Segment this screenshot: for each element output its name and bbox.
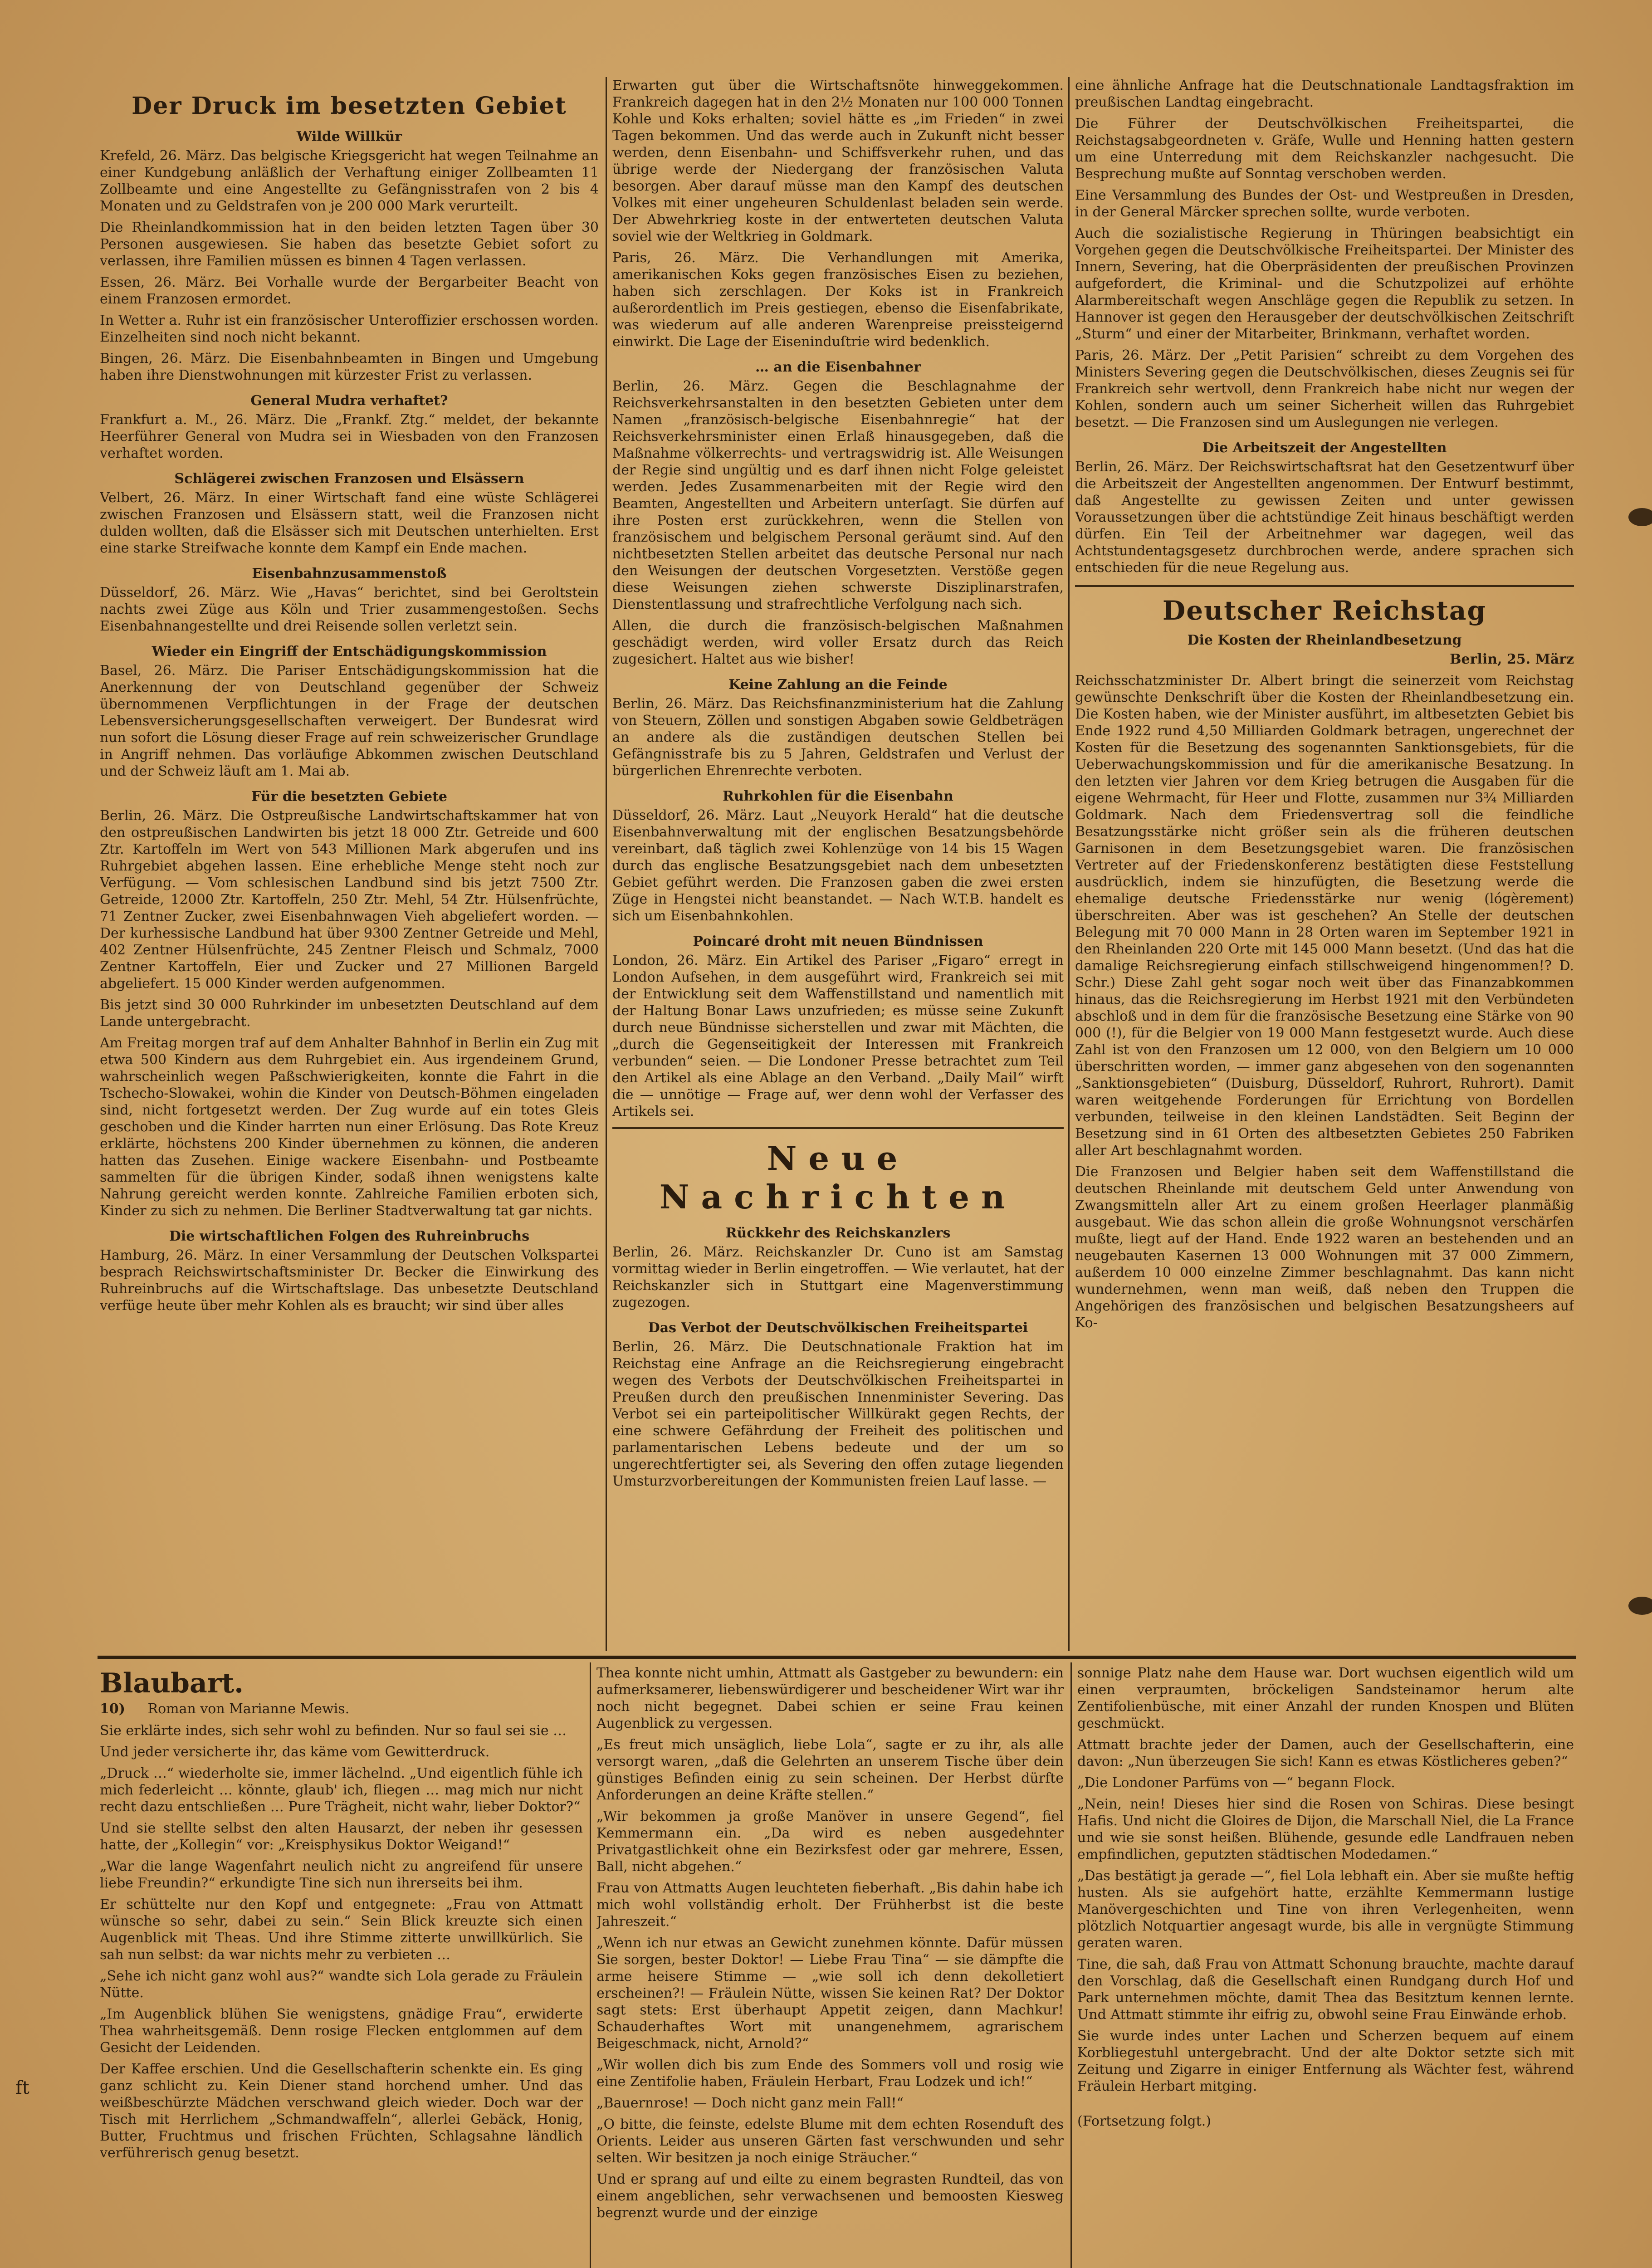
novel-paragraph: „Das bestätigt ja gerade —“, fiel Lola lebhaft ein. Aber sie mußte heftig husten. Als sie aufgehört hatte, erzählte Kemmermann lustige Manövergeschichten und Tine von ihren Verlegenheiten, wenn plötzlich Notquartier angesagt wurde, bis alle in vergnügte Stimmung geraten waren. xyxy=(1077,1868,1574,1951)
article-heading: Ruhrkohlen für die Eisenbahn xyxy=(723,788,953,804)
column-2 xyxy=(612,77,1064,1649)
novel-paragraph: „Es freut mich unsäglich, liebe Lola“, sagte er zu ihr, als alle versorgt waren, „daß die Gelehrten an unserem Tische über dein günstiges Befinden einig zu sein scheinen. Der Herbst dürfte Anforderungen an deine Kräfte stellen.“ xyxy=(596,1737,1064,1803)
column-rule-1 xyxy=(606,77,607,1651)
novel-paragraph: Sie wurde indes unter Lachen und Scherzen bequem auf einem Korbliegestuhl untergebracht. Und der alte Doktor setzte sich mit Zeitung und Zigarre in einiger Entfernung als Wächter fest, während Fräulein Herbart mitging. xyxy=(1077,2028,1574,2094)
novel-paragraph: „Die Londoner Parfüms von —“ begann Flock. xyxy=(1077,1775,1395,1791)
feuilleton-text-a xyxy=(100,1722,583,2161)
novel-paragraph: Frau von Attmatts Augen leuchteten fieberhaft. „Bis dahin habe ich mich wohl vollständig erholt. Der Frühherbst ist die beste Jahreszeit.“ xyxy=(596,1880,1064,1930)
novel-paragraph: Und sie stellte selbst den alten Hausarzt, der neben ihr gesessen hatte, der „Kollegin“ vor: „Kreisphysikus Doktor Weigand!“ xyxy=(100,1820,583,1853)
article-heading: Für die besetzten Gebiete xyxy=(251,789,447,805)
binding-hole-bottom xyxy=(1628,1597,1652,1615)
article-paragraph: Bingen, 26. März. Die Eisenbahnbeamten in Bingen und Umgebung haben ihre Dienstwohnungen mit kürzester Frist zu verlassen. xyxy=(100,351,599,383)
reichstag-dateline: Berlin, 25. März xyxy=(1450,651,1574,667)
article-heading: Die wirtschaftlichen Folgen des Ruhreinbruchs xyxy=(169,1228,530,1244)
col2-articles xyxy=(612,249,1064,1120)
section-title: Der Druck im besetzten Gebiet xyxy=(132,92,567,120)
article-heading: General Mudra verhaftet? xyxy=(250,393,448,409)
col3-lead xyxy=(1075,77,1574,431)
reichstag-subtitle: Die Kosten der Rheinlandbesetzung xyxy=(1187,632,1462,648)
article-paragraph: eine ähnliche Anfrage hat die Deutschnationale Landtagsfraktion im preußischen Landtag eingebracht. xyxy=(1075,78,1574,110)
feuilleton-column-c xyxy=(1077,1665,1574,2268)
feuilleton-subtitle: Roman von Marianne Mewis. xyxy=(147,1701,350,1717)
feuilleton-title: Blaubart. xyxy=(100,1667,244,1699)
feuilleton-rule-2 xyxy=(1070,1662,1072,2268)
article-paragraph: Düsseldorf, 26. März. Wie „Havas“ berichtet, sind bei Geroltstein nachts zwei Züge aus Köln und Trier zusammengestoßen. Sechs Eisenbahnangestellte und drei Reisende sollen verletzt sein. xyxy=(100,585,599,634)
reichstag-title: Deutscher Reichstag xyxy=(1162,595,1487,626)
article-paragraph: Am Freitag morgen traf auf dem Anhalter Bahnhof in Berlin ein Zug mit etwa 500 Kindern aus dem Ruhrgebiet ein. Aus irgendeinem Grund, wahrscheinlich wegen Paßschwierigkeiten, konnte die Fahrt in die Tschecho-Slowakei, wohin die Kinder von Deutsch-Böhmen eingeladen sind, nicht fortgesetzt werden. Der Zug wurde auf ein totes Gleis geschoben und die Kinder harrten nun einer Erlösung. Das Rote Kreuz erklärte, höchstens 200 Kinder übernehmen zu können, die anderen hatten das Zusehen. Einige wackere Eisenbahn- und Postbeamte sammelten für die übrigen Kinder, sodaß ihnen wenigstens kalte Nahrung gereicht werden konnte. Zahlreiche Familien erboten sich, Kinder zu sich zu nehmen. Die Berliner Stadtverwaltung tat gar nichts. xyxy=(100,1035,599,1219)
article-paragraph: Auch die sozialistische Regierung in Thüringen beabsichtigt ein Vorgehen gegen die Deutschvölkische Freiheitspartei. Der Minister des Innern, Severing, hat die Oberpräsidenten der preußischen Provinzen aufgefordert, die Kriminal- und die Schutzpolizei auf erhöhte Alarmbereitschaft wegen Anschläge gegen die Republik zu setzen. In Hannover ist gegen den Herausgeber der deutschvölkischen Zeitschrift „Sturm“ und einer der Mitarbeiter, Brinkmann, verhaftet worden. xyxy=(1075,225,1574,342)
col1-articles xyxy=(100,129,599,1314)
article-paragraph: Berlin, 26. März. Das Reichsfinanzministerium hat die Zahlung von Steuern, Zöllen und sonstigen Abgaben sowie Geldbeträgen an andere als die zuständigen deutschen Stellen bei Gefängnisstrafe bis zu 5 Jahren, Geldstrafen und Verlust der bürgerlichen Ehrenrechte verboten. xyxy=(612,696,1064,779)
article-paragraph: Krefeld, 26. März. Das belgische Kriegsgericht hat wegen Teilnahme an einer Kundgebung anläßlich der Verhaftung einiger Zollbeamten 11 Zollbeamte und eine Angestellte zu Gefängnisstrafen von 2 bis 4 Monaten und zu Geldstrafen von je 200 000 Mark verurteilt. xyxy=(100,148,599,214)
col2-neue-articles xyxy=(612,1225,1064,1490)
article-paragraph: Essen, 26. März. Bei Vorhalle wurde der Bergarbeiter Beacht von einem Franzosen ermordet. xyxy=(100,274,599,307)
article-paragraph: Velbert, 26. März. In einer Wirtschaft fand eine wüste Schlägerei zwischen Franzosen und Elsässern statt, weil die Franzosen nicht dulden wollten, daß die Elsässer sich mit Deutschen unterhielten. Erst eine starke Streifwache konnte dem Kampf ein Ende machen. xyxy=(100,490,599,556)
article-paragraph: Düsseldorf, 26. März. Laut „Neuyork Herald“ hat die deutsche Eisenbahnverwaltung mit der englischen Besatzungsbehörde vereinbart, daß täglich zwei Kohlenzüge von 14 bis 15 Wagen durch das englische Besatzungsgebiet nach dem unbesetzten Gebiet geführt werden. Die Franzosen gaben die zwei ersten Züge in Hengstei nicht beanstandet. — Nach W.T.B. handelt es sich um Eisenbahnkohlen. xyxy=(612,807,1064,924)
article-paragraph: Paris, 26. März. Der „Petit Parisien“ schreibt zu dem Vorgehen des Ministers Severing gegen die Deutschvölkischen, dieses Zeugnis sei für Frankreich sehr wertvoll, denn Frankreich habe nicht nur wegen der Kohlen, sondern auch um seiner Sicherheit willen das Ruhrgebiet besetzt. — Die Franzosen sind um Auslegungen nie verlegen. xyxy=(1075,347,1574,430)
col3-arbeitszeit xyxy=(1075,459,1574,576)
feuilleton-text-c xyxy=(1077,1665,1574,2095)
column-rule-2 xyxy=(1068,77,1070,1651)
neue-nachrichten-title: Neue Nachrichten xyxy=(659,1139,1017,1216)
article-paragraph: Berlin, 26. März. Gegen die Beschlagnahme der Reichsverkehrsanstalten in den besetzten Gebieten unter dem Namen „französisch-belgische Eisenbahnregie“ hat der Reichsverkehrsminister einen Erlaß hinausgegeben, daß die Maßnahme völkerrechts- und vertragswidrig ist. Alle Weisungen der Regie sind ungültig und es darf ihnen nicht Folge geleistet werden. Jedes Zusammenarbeiten mit der Regie wird den Beamten, Angestellten und Arbeitern unterſagt. Sie dürfen auf ihre Posten erst zurückkehren, wenn die Stellen von französischem und belgischem Personal geräumt sind. Auf den nichtbesetzten Stellen arbeitet das deutsche Personal nur nach den Weisungen der deutschen Vorgesetzten. Verstöße gegen diese Weisungen ziehen schwerste Disziplinarstrafen, Dienstentlassung und strafrechtliche Verfolgung nach sich. xyxy=(612,378,1064,612)
feuilleton-column-b xyxy=(596,1665,1064,2268)
article-paragraph: London, 26. März. Ein Artikel des Pariser „Figaro“ erregt in London Aufsehen, in dem ausgeführt wird, Frankreich sei mit der Entwicklung seit dem Waffenstillstand und namentlich mit der Haltung Bonar Laws unzufrieden; es müsse seine Zukunft durch neue Bündnisse sicherstellen und zwar mit Mächten, die „durch die Gegenseitigkeit der Interessen mit Frankreich verbunden“ seien. — Die Londoner Presse betrachtet zum Teil den Artikel als eine Ablage an den Verband. „Daily Mail“ wirft die — unnötige — Frage auf, wer denn wohl der Verfasser des Artikels sei. xyxy=(612,953,1064,1119)
feuilleton-text-b xyxy=(596,1665,1064,2221)
novel-paragraph: Und er sprang auf und eilte zu einem begrasten Rundteil, das von einem angeblichen, sehr verwachsenen und bemoosten Kiesweg begrenzt wurde und der einzige xyxy=(596,2171,1064,2221)
article-heading: Schlägerei zwischen Franzosen und Elsässern xyxy=(174,471,524,487)
article-heading: Eisenbahnzusammenstoß xyxy=(252,566,447,582)
novel-paragraph: „Bauernrose! — Doch nicht ganz mein Fall!“ xyxy=(596,2095,904,2111)
article-paragraph: Frankfurt a. M., 26. März. Die „Frankf. Ztg.“ meldet, der bekannte Heerführer General von Mudra sei in Wiesbaden von den Franzosen verhaftet worden. xyxy=(100,412,599,461)
article-paragraph: Die Führer der Deutschvölkischen Freiheitspartei, die Reichstagsabgeordneten v. Gräfe, Wulle und Henning hatten gestern um eine Unterredung mit dem Reichskanzler nachgesucht. Die Besprechung mußte auf Sonntag verschoben werden. xyxy=(1075,116,1574,182)
article-paragraph: Berlin, 26. März. Die Deutschnationale Fraktion hat im Reichstag eine Anfrage an die Reichsregierung eingebracht wegen des Verbots der Deutschvölkischen Freiheitspartei in Preußen durch den preußischen Innenminister Severing. Das Verbot sei ein parteipolitischer Willkürakt gegen Rechts, der eine schwere Gefährdung der Freiheit des politischen und parlamentarischen Lebens bedeute und der um so ungerechtfertigter sei, als Severing den offen zutage liegenden Umsturzvorbereitungen der Kommunisten freien Lauf lasse. — xyxy=(612,1339,1064,1489)
novel-paragraph: sonnige Platz nahe dem Hause war. Dort wuchsen eigentlich wild um einen verpraumten, bröckeligen Sandsteinamor herum alte Zentifolienbüsche, mit einer Anzahl der runden Knospen und Blüten geschmückt. xyxy=(1077,1665,1574,1731)
article-paragraph: Eine Versammlung des Bundes der Ost- und Westpreußen in Dresden, in der General Märcker sprechen sollte, wurde verboten. xyxy=(1075,187,1574,220)
novel-paragraph: Und jeder versicherte ihr, das käme vom Gewitterdruck. xyxy=(100,1744,490,1760)
novel-paragraph: „Im Augenblick blühen Sie wenigstens, gnädige Frau“, erwiderte Thea wahrheitsgemäß. Denn rosige Flecken entglommen auf dem Gesicht der Leidenden. xyxy=(100,2006,583,2056)
article-paragraph: Allen, die durch die französisch-belgischen Maßnahmen geschädigt werden, wird voller Ersatz durch das Reich zugesichert. Haltet aus wie bisher! xyxy=(612,618,1064,667)
novel-paragraph: „O bitte, die feinste, edelste Blume mit dem echten Rosenduft des Orients. Leider aus unseren Gärten fast verschwunden und sehr selten. Wir besitzen ja noch einige Sträucher.“ xyxy=(596,2116,1064,2166)
col3-reichstag xyxy=(1075,672,1574,1331)
article-paragraph: Bis jetzt sind 30 000 Ruhrkinder im unbesetzten Deutschland auf dem Lande untergebracht. xyxy=(100,997,599,1030)
feuilleton-rule-1 xyxy=(590,1662,591,2268)
novel-paragraph: Sie erklärte indes, sich sehr wohl zu befinden. Nur so faul sei sie … xyxy=(100,1723,567,1739)
article-paragraph: Berlin, 26. März. Die Ostpreußische Landwirtschaftskammer hat von den ostpreußischen Landwirten bis jetzt 18 000 Ztr. Getreide und 600 Ztr. Kartoffeln im Wert von 543 Millionen Mark abgerufen und ins Ruhrgebiet abgehen lassen. Eine erhebliche Menge steht noch zur Verfügung. — Vom schlesischen Landbund sind bis jetzt 7500 Ztr. Getreide, 12000 Ztr. Kartoffeln, 250 Ztr. Mehl, 54 Ztr. Hülsenfrüchte, 71 Zentner Zucker, zwei Eisenbahnwagen Vieh abgeliefert worden. — Der kurhessische Landbund hat über 9300 Zentner Getreide und Mehl, 402 Zentner Hülsenfrüchte, 245 Zentner Fleisch und Schmalz, 7000 Zentner Kartoffeln, Eier und Zucker und 27 Millionen Bargeld abgeliefert. 15 000 Kinder werden aufgenommen. xyxy=(100,808,599,992)
article-heading: Wieder ein Eingriff der Entschädigungskommission xyxy=(152,644,547,660)
article-paragraph: Hamburg, 26. März. In einer Versammlung der Deutschen Volkspartei besprach Reichswirtschaftsminister Dr. Becker die Einwirkung des Ruhreinbruchs auf die Wirtschaftslage. Das unbesetzte Deutschland verfüge heute über mehr Kohlen als es braucht; wir sind über alles xyxy=(100,1247,599,1314)
article-heading: Rückkehr des Reichskanzlers xyxy=(725,1225,951,1241)
novel-paragraph: „Nein, nein! Dieses hier sind die Rosen von Schiras. Diese besingt Hafis. Und nicht die Gloires de Dijon, die Marschall Niel, die La France und wie sie sonst heißen. Blühende, gesunde edle Landfrauen neben empfindlichen, geputzten städtischen Modedamen.“ xyxy=(1077,1796,1574,1862)
article-paragraph: Berlin, 26. März. Reichskanzler Dr. Cuno ist am Samstag vormittag wieder in Berlin eingetroffen. — Wie verlautet, hat der Reichskanzler sich in Stuttgart eine Magenverstimmung zugezogen. xyxy=(612,1244,1064,1310)
col2-lead: Erwarten gut über die Wirtschaftsnöte hinweggekommen. Frankreich dagegen hat in den 2½ Monaten nur 100 000 Tonnen Kohle und Koks erhalten; soviel hätte es „im Frieden“ in zwei Tagen bekommen. Und das werde auch in Zukunft nicht besser werden, denn Eisenbahn- und Schiffsverkehr ruhen, und das übrige werde der Niedergang der französischen Valuta besorgen. Aber darauf müsse man den Kampf des deutschen Volkes mit einer ungeheuren Schuldenlast beladen sein werde. Der Abwehrkrieg koste in der entwerteten deutschen Valuta soviel wie der Weltkrieg in Goldmark. xyxy=(612,78,1064,244)
novel-paragraph: Tine, die sah, daß Frau von Attmatt Schonung brauchte, machte darauf den Vorschlag, daß die Gesellschaft einen Rundgang durch Hof und Park unternehmen möchte, damit Thea das Besitztum kennen lernte. Und Attmatt stimmte ihr eifrig zu, obwohl seine Frau Einwände erhob. xyxy=(1077,1956,1574,2023)
arbeitszeit-heading: Die Arbeitszeit der Angestellten xyxy=(1202,440,1447,456)
novel-paragraph: „Wir wollen dich bis zum Ende des Sommers voll und rosig wie eine Zentifolie haben, Fräulein Herbart, Frau Lodzek und ich!“ xyxy=(596,2057,1064,2090)
column-3 xyxy=(1075,77,1574,1649)
column-1 xyxy=(100,84,599,1649)
article-paragraph: Die Franzosen und Belgier haben seit dem Waffenstillstand die deutschen Rheinlande mit deutschem Geld unter Anwendung von Zwangsmitteln aller Art zu einem großen Heerlager planmäßig ausgebaut. Wie das schon allein die große Wohnungsnot verschärfen mußte, liegt auf der Hand. Ende 1922 waren an bestehenden und an neugebauten Kasernen 13 000 Wohnungen mit 37 000 Zimmern, außerdem 10 000 einzelne Zimmer beschlagnahmt. Das kann nicht wundernehmen, wenn man weiß, daß neben den Truppen die Angehörigen des französischen und belgischen Besatzungsheers auf Ko- xyxy=(1075,1164,1574,1331)
article-heading: Keine Zahlung an die Feinde xyxy=(728,677,948,693)
article-paragraph: Reichsschatzminister Dr. Albert bringt die seinerzeit vom Reichstag gewünschte Denkschrift über die Kosten der Rheinlandbesetzung ein. Die Kosten haben, wie der Minister ausführt, im altbesetzten Gebiet bis Ende 1922 rund 4,50 Milliarden Goldmark betragen, ungerechnet der Kosten für die Besetzung des sogenannten Sanktionsgebiets, für die Ueberwachungskommission und für die amerikanische Besatzung. In den letzten vier Jahren vor dem Krieg betrugen die Ausgaben für die eigene Wehrmacht, für Heer und Flotte, zusammen nur 3¾ Milliarden Goldmark. Nach dem Friedensvertrag soll die feindliche Besatzungsstärke nicht größer sein als die früheren deutschen Garnisonen in dem Besetzungsgebiet waren. Die französischen Vertreter auf der Friedenskonferenz bestätigten diese Feststellung ausdrücklich, indem sie hinzufügten, die Besetzung werde die ehemalige deutsche Friedensstärke nur wenig (lógèrement) überschreiten. Aber was ist geschehen? An Stelle der deutschen Belegung mit 70 000 Mann in 28 Orten waren im September 1921 in den Rheinlanden 220 Orte mit 145 000 Mann besetzt. (Und das hat die damalige Reichsregierung einfach stillschweigend hingenommen!? D. Schr.) Diese Zahl geht sogar noch weit über das Finanzabkommen hinaus, das die Reichsregierung im Herbst 1921 mit den Verbündeten abschloß und in dem für die französische Besetzung eine Stärke von 90 000 (!), für die Belgier von 19 000 Mann festgesetzt wurde. Auch diese Zahl ist von den Franzosen um 12 000, von den Belgiern um 10 000 überschritten worden, — immer ganz abgesehen von den sogenannten „Sanktionsgebieten“ (Duisburg, Düsseldorf, Ruhrort, Ruhrort). Damit waren weitgehende Forderungen für Errichtung von Bordellen verbunden, teilweise in den kleinen Landstädten. Seit Beginn der Besetzung sind in 61 Orten des altbesetzten Gebietes 250 Fabriken aller Art beschlagnahmt worden. xyxy=(1075,673,1574,1158)
article-paragraph: Die Rheinlandkommission hat in den beiden letzten Tagen über 30 Personen ausgewiesen. Sie haben das besetzte Gebiet sofort zu verlassen, ihre Familien müssen es binnen 4 Tagen verlassen. xyxy=(100,220,599,269)
novel-paragraph: Attmatt brachte jeder der Damen, auch der Gesellschafterin, eine davon: „Nun überzeugen Sie sich! Kann es etwas Köstlicheres geben?“ xyxy=(1077,1737,1574,1769)
article-heading: Wilde Willkür xyxy=(296,129,402,145)
installment-number: 10) xyxy=(100,1701,125,1717)
binding-hole-top xyxy=(1628,508,1652,526)
novel-paragraph: „War die lange Wagenfahrt neulich nicht zu angreifend für unsere liebe Freundin?“ erkundigte Tine sich nun ihrerseits bei ihm. xyxy=(100,1858,583,1891)
continuation-note: (Fortsetzung folgt.) xyxy=(1077,2113,1211,2129)
article-heading: … an die Eisenbahner xyxy=(755,359,921,375)
novel-paragraph: „Sehe ich nicht ganz wohl aus?“ wandte sich Lola gerade zu Fräulein Nütte. xyxy=(100,1968,583,2001)
novel-paragraph: Der Kaffee erschien. Und die Gesellschafterin schenkte ein. Es ging ganz schlicht zu. Kein Diener stand horchend umher. Und das weißbeschürzte Mädchen verschwand gleich wieder. Doch war der Tisch mit Herrlichem „Schmandwaffeln“, allerlei Gebäck, Honig, Butter, Fruchtmus und frischen Früchten, Schlagsahne ländlich verführerisch genug besetzt. xyxy=(100,2061,583,2161)
article-paragraph: Berlin, 26. März. Der Reichswirtschaftsrat hat den Gesetzentwurf über die Arbeitszeit der Angestellten angenommen. Der Entwurf bestimmt, daß Angestellte zu gewissen Zeiten und unter gewissen Voraussetzungen über die achtstündige Zeit hinaus beschäftigt werden dürfen. Ein Teil der Arbeitnehmer war dagegen, weil das Achtstundentagsgesetz durchbrochen werde, andere sprachen sich entschieden für die neue Regelung aus. xyxy=(1075,459,1574,576)
feuilleton-rule xyxy=(98,1656,1576,1659)
article-heading: Poincaré droht mit neuen Bündnissen xyxy=(693,934,983,949)
article-heading: Das Verbot der Deutschvölkischen Freiheitspartei xyxy=(648,1320,1028,1336)
margin-mark: ft xyxy=(15,2077,29,2098)
novel-paragraph: Thea konnte nicht umhin, Attmatt als Gastgeber zu bewundern: ein aufmerksamerer, liebenswürdigerer und bescheidener Wirt war ihr noch nicht begegnet. Dabei schien er seine Frau keinen Augenblick zu vergessen. xyxy=(596,1665,1064,1731)
article-paragraph: In Wetter a. Ruhr ist ein französischer Unteroffizier erschossen worden. Einzelheiten sind noch nicht bekannt. xyxy=(100,313,599,345)
novel-paragraph: „Wir bekommen ja große Manöver in unsere Gegend“, fiel Kemmermann ein. „Da wird es neben ausgedehnter Privatgastlichkeit ohne ein Bezirksfest oder gar mehrere, Essen, Ball, nicht abgehen.“ xyxy=(596,1809,1064,1875)
novel-paragraph: „Druck …“ wiederholte sie, immer lächelnd. „Und eigentlich fühle ich mich federleicht … könnte, glaub' ich, fliegen … mag mich nur nicht recht dazu entschließen … Pure Trägheit, nicht wahr, lieber Doktor?“ xyxy=(100,1765,583,1815)
article-paragraph: Basel, 26. März. Die Pariser Entschädigungskommission hat die Anerkennung der von Deutschland gegenüber der Schweiz übernommenen Verpflichtungen in der Frage der deutschen Lebensversicherungsgesellschaften verweigert. Der Bundesrat wird nun sofort die Lösung dieser Frage auf rein schweizerischer Grundlage in Angriff nehmen. Das vorläufige Abkommen zwischen Deutschland und der Schweiz läuft am 1. Mai ab. xyxy=(100,663,599,779)
feuilleton-column-a xyxy=(100,1665,583,2268)
novel-paragraph: „Wenn ich nur etwas an Gewicht zunehmen könnte. Dafür müssen Sie sorgen, bester Doktor! — Liebe Frau Tina“ — sie dämpfte die arme heisere Stimme — „wie soll ich denn dekolletiert erscheinen?! — Fräulein Nütte, wissen Sie keinen Rat? Der Doktor sagt stets: Erst überhaupt Appetit zeigen, dann Machkur! Schauderhaftes Wort mit unangenehmem, agrarischem Beigeschmack, nicht, Arnold?“ xyxy=(596,1935,1064,2052)
novel-paragraph: Er schüttelte nur den Kopf und entgegnete: „Frau von Attmatt wünsche so sehr, dabei zu sein.“ Sein Blick kreuzte sich einen Augenblick mit Theas. Und ihre Stimme zitterte unwillkürlich. Sie sah nun selbst: da war nichts mehr zu verbieten … xyxy=(100,1897,583,1963)
article-paragraph: Paris, 26. März. Die Verhandlungen mit Amerika, amerikanischen Koks gegen französisches Eisen zu beziehen, haben sich zerschlagen. Der Koks ist in Frankreich außerordentlich im Preis gestiegen, ebenso die Eisenfabrikate, was wiederum auf alle anderen Warenpreise preissteigernd einwirkt. Die Lage der Eiseninduſtrie wird bedenklich. xyxy=(612,250,1064,350)
